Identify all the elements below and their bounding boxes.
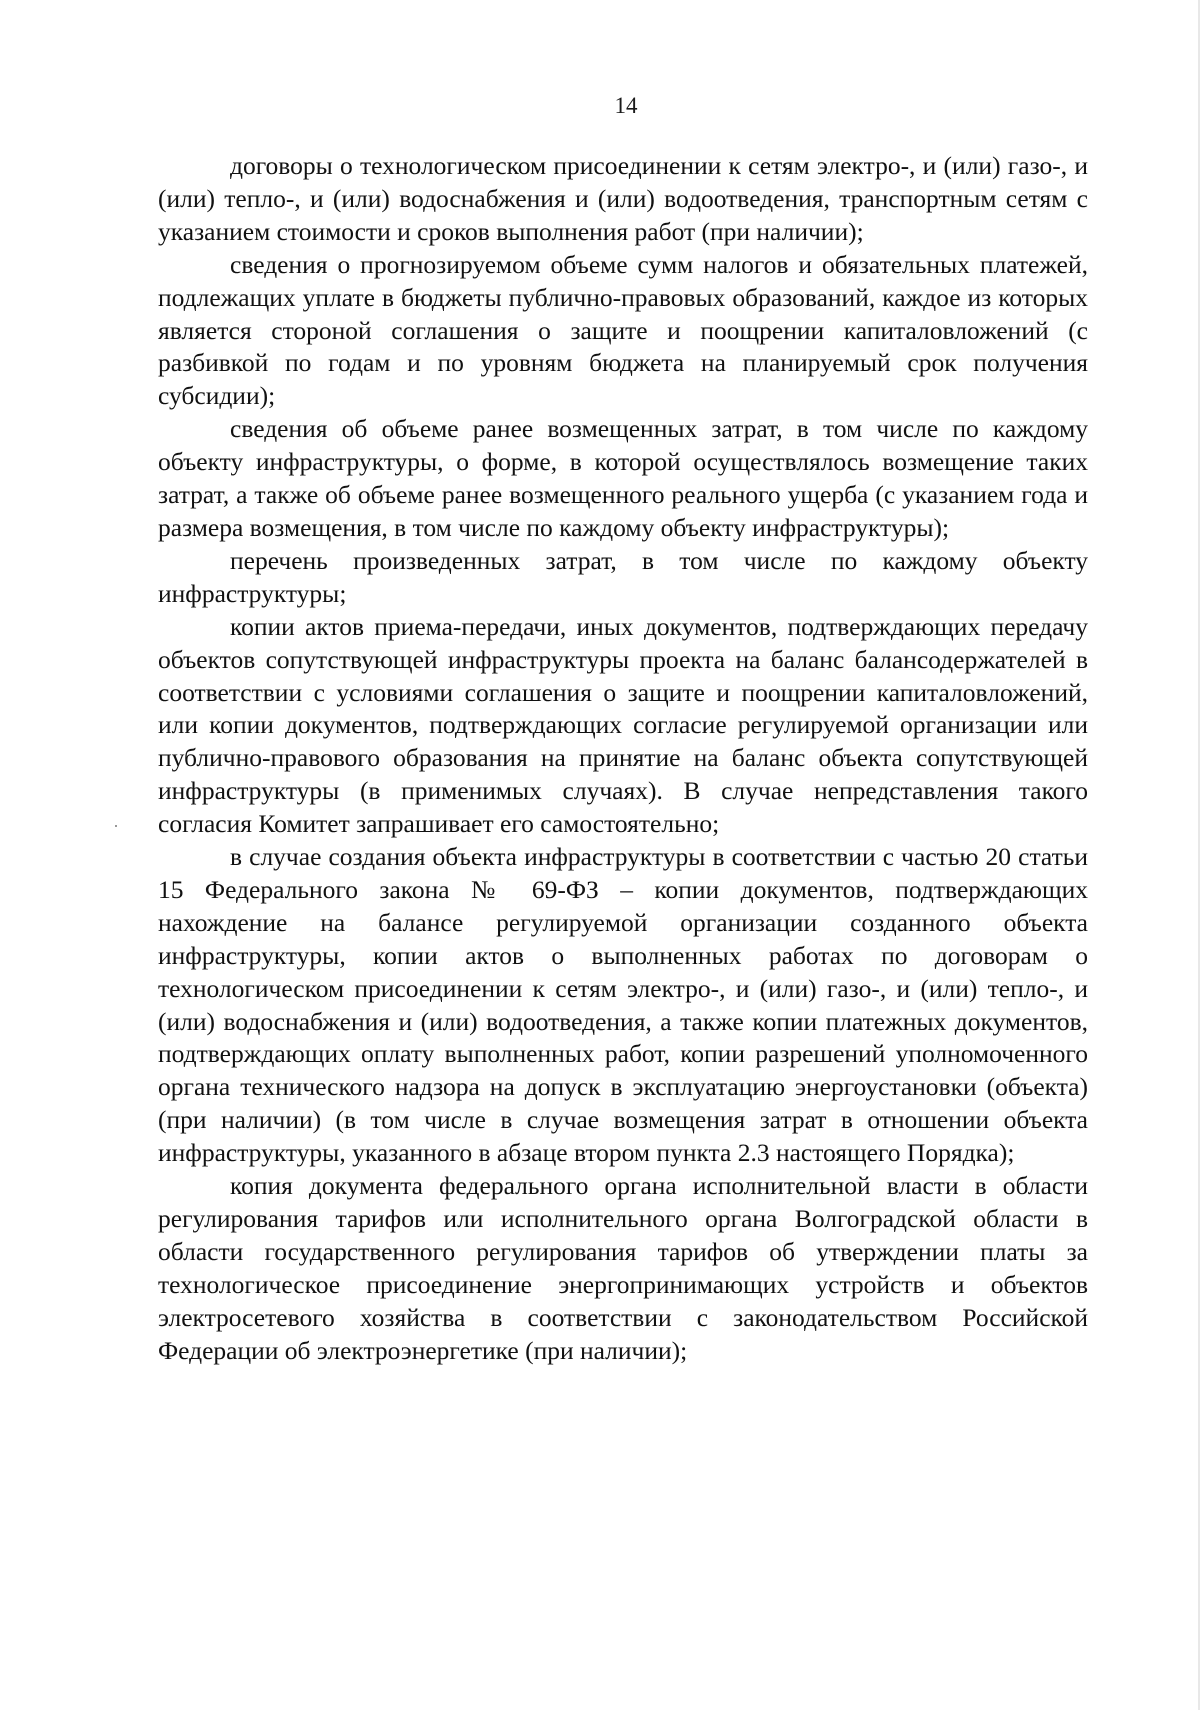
paragraph-transfer-acts: копии актов приема-передачи, иных документов, подтверждающих передачу объектов сопутствующей инфраструктуры проекта на баланс балансодержателей в соответствии с условиями соглашения о защите и поощрении капиталовложений, или копии документов, подтверждающих согласие регулируемой организации или публично-правового образования на принятие на баланс объекта сопутствующей инфраструктуры (в применимых случаях). В случае непредставления такого согласия Комитет запрашивает его самостоятельно; [158,611,1088,839]
paragraph-taxes: сведения о прогнозируемом объеме сумм налогов и обязательных платежей, подлежащих уплате в бюджеты публично-правовых образований, каждое из которых является стороной соглашения о защите и поощрении капиталовложений (с разбивкой по годам и по уровням бюджета на планируемый срок получения субсидии); [158,249,1088,411]
paragraph-costs-list: перечень произведенных затрат, в том числе по каждому объекту инфраструктуры; [158,545,1088,608]
paragraph-contracts: договоры о технологическом присоединении к сетям электро-, и (или) газо-, и (или) тепло-, и (или) водоснабжения и (или) водоотведения, транспортным сетям с указанием стоимости и сроков выполнения работ (при наличии); [158,151,1088,246]
page-number: 14 [614,93,638,118]
scan-speck [115,825,117,827]
paragraph-tariff-document: копия документа федерального органа исполнительной власти в области регулирования тарифов или исполнительного органа Волгоградской области в области государственного регулирования тарифов об утверждении платы за технологическое присоединение энергопринимающих устройств и объектов электросетевого хозяйства в соответствии с законодательством Российской Федерации об электроэнергетике (при наличии); [158,1171,1088,1365]
document-body [158,150,1088,1368]
paragraph-reimbursed-costs: сведения об объеме ранее возмещенных затрат, в том числе по каждому объекту инфраструктуры, о форме, в которой осуществлялось возмещение таких затрат, а также об объеме ранее возмещенного реального ущерба (с указанием года и размера возмещения, в том числе по каждому объекту инфраструктуры); [158,414,1088,542]
paragraph-infrastructure-creation: в случае создания объекта инфраструктуры в соответствии с частью 20 статьи 15 Федерального закона № 69-ФЗ – копии документов, подтверждающих нахождение на балансе регулируемой организации созданного объекта инфраструктуры, копии актов о выполненных работах по договорам о технологическом присоединении к сетям электро-, и (или) газо-, и (или) тепло-, и (или) водоснабжения и (или) водоотведения, а также копии платежных документов, подтверждающих оплату выполненных работ, копии разрешений уполномоченного органа технического надзора на допуск в эксплуатацию энергоустановки (объекта) (при наличии) (в том числе в случае возмещения затрат в отношении объекта инфраструктуры, указанного в абзаце втором пункта 2.3 настоящего Порядка); [158,842,1088,1168]
